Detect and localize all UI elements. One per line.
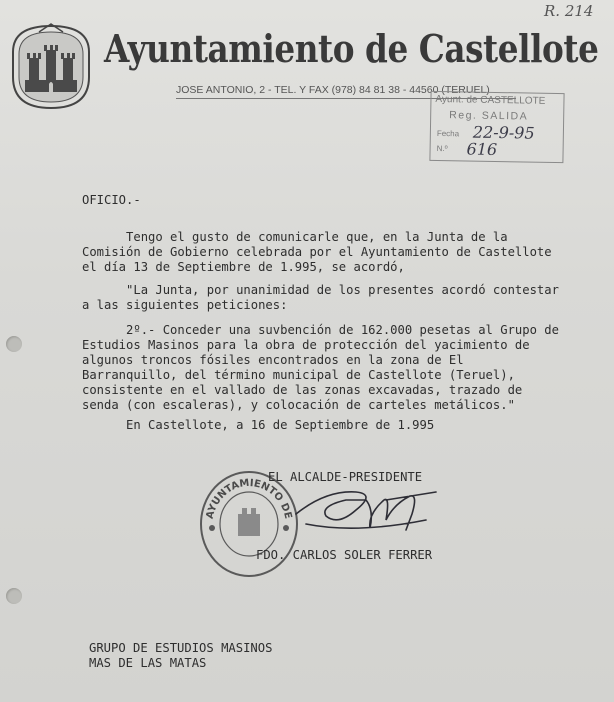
text-line: Estudios Masinos para la obra de protección del yacimiento de xyxy=(82,338,530,352)
punch-hole xyxy=(6,336,22,352)
text-line: Barranquillo, del término municipal de Castellote (Teruel), xyxy=(82,368,515,382)
recipient-line: GRUPO DE ESTUDIOS MASINOS xyxy=(89,641,273,655)
signer-name: FDO. CARLOS SOLER FERRER xyxy=(256,548,433,562)
text-line: "La Junta, por unanimidad de los presentes acordó contestar xyxy=(82,283,559,297)
archive-note: R. 214 xyxy=(544,2,594,20)
signer-title: EL ALCALDE-PRESIDENTE xyxy=(268,470,423,484)
text-line: senda (con escaleras), y colocación de carteles metálicos." xyxy=(82,398,515,412)
municipality-title: Ayuntamiento de Castellote xyxy=(104,26,599,71)
text-line: consistente en el vallado de las zonas excavadas, trazado de xyxy=(82,383,523,397)
registry-stamp-date: 22-9-95 xyxy=(472,122,535,143)
text-line: 2º.- Conceder una suvbención de 162.000 pesetas al Grupo de xyxy=(82,323,559,337)
recipient-line: MAS DE LAS MATAS xyxy=(89,656,207,670)
seal-text: AYUNTAMIENTO DE xyxy=(204,477,294,520)
text-line: Tengo el gusto de comunicarle que, en la Junta de la xyxy=(82,230,508,244)
town-crest-logo xyxy=(9,22,93,110)
registry-stamp-office: Ayunt. de CASTELLOTE xyxy=(435,93,546,107)
closing-line: En Castellote, a 16 de Septiembre de 1.995 xyxy=(82,418,435,432)
punch-hole xyxy=(6,588,22,604)
text-line: Comisión de Gobierno celebrada por el Ayuntamiento de Castellote xyxy=(82,245,552,259)
registry-stamp-date-label: Fecha xyxy=(436,128,460,139)
letterhead-address: JOSE ANTONIO, 2 - TEL. Y FAX (978) 84 81 38 - 44560 (TERUEL) xyxy=(176,84,490,96)
handwritten-signature xyxy=(286,470,446,550)
text-line: a las siguientes peticiones: xyxy=(82,298,288,312)
registry-stamp xyxy=(429,91,564,163)
registry-stamp-type: Reg. SALIDA xyxy=(449,109,529,123)
registry-stamp-number-label: N.º xyxy=(436,143,448,154)
registry-stamp-number: 616 xyxy=(466,139,498,160)
letter-heading: OFICIO.- xyxy=(82,193,141,207)
text-line: algunos troncos fósiles encontrados en la zona de El xyxy=(82,353,464,367)
text-line: el día 13 de Septiembre de 1.995, se acordó, xyxy=(82,260,405,274)
